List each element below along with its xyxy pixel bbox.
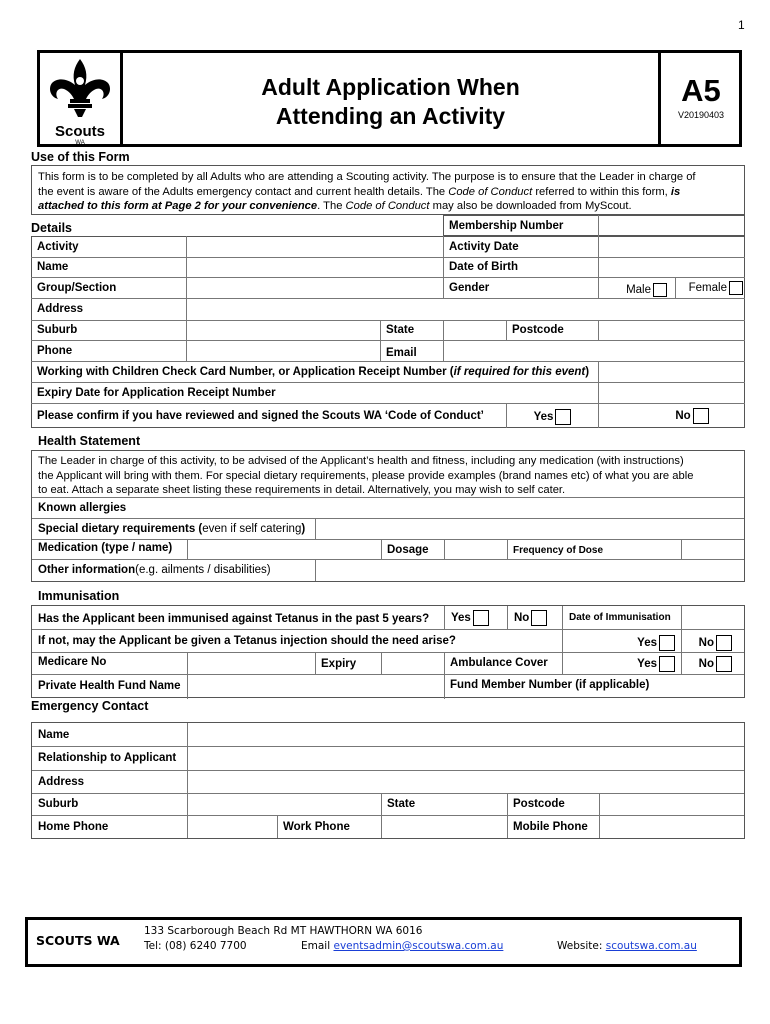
use-of-form-line-2: the event is aware of the Adults emergency contact and current health details. The Code of Conduct referred to within this form, is (38, 185, 681, 198)
work-phone-field[interactable] (382, 816, 507, 838)
dietary-field[interactable] (316, 519, 744, 539)
name-field[interactable] (187, 258, 442, 277)
form-version: V20190403 (677, 110, 725, 120)
ambulance-label: Ambulance Cover (450, 657, 548, 669)
code-of-conduct-confirm-label: Please confirm if you have reviewed and signed the Scouts WA ‘Code of Conduct’ (37, 409, 484, 422)
state-field[interactable] (444, 321, 505, 340)
confirm-no-option (599, 403, 745, 428)
dosage-label: Dosage (387, 544, 429, 556)
private-fund-label: Private Health Fund Name (38, 679, 181, 692)
ambulance-no-label: No (698, 658, 714, 670)
emergency-postcode-field[interactable] (600, 794, 744, 815)
medication-field[interactable] (188, 540, 381, 559)
form-code: A5 (681, 73, 721, 108)
health-line-1: The Leader in charge of this activity, to be advised of the Applicant’s health and fitness, including any medication (with instructions) (38, 455, 684, 467)
private-fund-field[interactable] (188, 675, 444, 697)
injection-no-checkbox[interactable] (716, 635, 732, 651)
dosage-field[interactable] (445, 540, 507, 559)
emergency-state-label: State (387, 798, 416, 810)
emergency-name-field[interactable] (188, 724, 744, 746)
relationship-label: Relationship to Applicant (38, 752, 177, 764)
footer-tel: Tel: (08) 6240 7700 (144, 940, 247, 952)
group-section-label: Group/Section (37, 281, 117, 294)
footer-address: 133 Scarborough Beach Rd MT HAWTHORN WA 6016 (144, 925, 423, 937)
footer-website-link[interactable]: scoutswa.com.au (605, 940, 697, 952)
title-line-1: Adult Application When (261, 74, 520, 100)
male-label: Male (626, 283, 651, 296)
footer-website (557, 940, 697, 952)
address-label: Address (37, 303, 84, 315)
ambulance-yes-option (563, 653, 681, 675)
footer-email-label: Email (301, 940, 334, 952)
injection-no-option (682, 631, 744, 654)
injection-no-label: No (698, 636, 714, 649)
emergency-postcode-label: Postcode (513, 798, 565, 810)
footer-org: SCOUTS WA (36, 933, 120, 948)
injection-yes-option (563, 631, 681, 654)
fund-member-label: Fund Member Number (if applicable) (450, 678, 650, 691)
page-number: 1 (738, 18, 745, 32)
gender-female-option (676, 277, 745, 298)
tetanus-no-checkbox[interactable] (531, 610, 547, 626)
home-phone-label: Home Phone (38, 820, 109, 833)
relationship-field[interactable] (188, 747, 744, 770)
emergency-name-label: Name (38, 728, 70, 741)
confirm-no-label: No (675, 409, 691, 422)
details-heading: Details (31, 221, 72, 235)
tetanus-yes-checkbox[interactable] (473, 610, 489, 626)
name-label: Name (37, 261, 69, 273)
work-phone-label: Work Phone (283, 820, 350, 833)
phone-label: Phone (37, 344, 73, 357)
confirm-no-checkbox[interactable] (693, 408, 709, 424)
ambulance-no-checkbox[interactable] (716, 656, 732, 672)
activity-date-field[interactable] (599, 237, 744, 257)
immunisation-heading: Immunisation (38, 589, 120, 603)
footer-email-link[interactable]: eventsadmin@scoutswa.com.au (333, 940, 504, 952)
tetanus-yes-label: Yes (451, 611, 471, 624)
header-box (37, 50, 742, 147)
mobile-phone-field[interactable] (600, 816, 744, 838)
emergency-suburb-label: Suburb (38, 798, 79, 810)
tetanus-no-label: No (514, 611, 530, 624)
activity-label: Activity (37, 240, 79, 253)
page-title (123, 73, 658, 131)
postcode-label: Postcode (512, 324, 564, 336)
use-of-form-line-3: attached to this form at Page 2 for your convenience. The Code of Conduct may also be downloaded from MyScout. (38, 200, 632, 212)
health-text (38, 454, 693, 498)
other-info-field[interactable] (316, 560, 744, 581)
frequency-label: Frequency of Dose (513, 544, 604, 556)
health-heading: Health Statement (38, 434, 141, 448)
date-of-birth-field[interactable] (599, 258, 744, 277)
title-line-2: Attending an Activity (275, 103, 506, 129)
emergency-table (31, 722, 745, 839)
health-line-2: the Applicant will bring with them. For special dietary requirements, please provide examples (brand names etc) of what you are able (38, 469, 694, 482)
date-immunisation-field[interactable] (682, 607, 744, 629)
expiry-receipt-field[interactable] (599, 383, 744, 403)
known-allergies-label: Known allergies (38, 501, 127, 514)
tetanus-injection-question: If not, may the Applicant be given a Tetanus injection should the need arise? (38, 634, 456, 647)
phone-field[interactable] (187, 341, 379, 361)
other-info-label: Other information (e.g. ailments / disabilities) (38, 564, 271, 576)
gender-male-option (599, 279, 675, 300)
ambulance-no-option (682, 653, 744, 675)
use-of-form-heading: Use of this Form (31, 150, 130, 164)
medication-label: Medication (type / name) (38, 542, 173, 554)
group-section-field[interactable] (187, 278, 442, 298)
injection-yes-checkbox[interactable] (659, 635, 675, 651)
membership-number-label: Membership Number (449, 219, 564, 232)
activity-date-label: Activity Date (449, 240, 519, 253)
tetanus-no-option (508, 606, 562, 629)
emergency-state-field[interactable] (445, 794, 507, 815)
activity-field[interactable] (187, 237, 442, 257)
address-field[interactable] (187, 299, 744, 320)
female-checkbox[interactable] (729, 281, 743, 295)
use-of-form-text (31, 165, 745, 215)
state-label: State (386, 324, 415, 336)
postcode-field[interactable] (599, 321, 744, 340)
medicare-expiry-label: Expiry (321, 658, 357, 670)
expiry-receipt-label: Expiry Date for Application Receipt Number (37, 386, 276, 399)
logo-region: WA (75, 140, 85, 146)
tetanus-yes-option (445, 606, 507, 629)
health-table (31, 450, 745, 582)
confirm-yes-label: Yes (533, 410, 554, 423)
email-field[interactable] (444, 341, 744, 361)
footer-email (301, 940, 503, 952)
female-label: Female (688, 281, 727, 294)
date-of-birth-label: Date of Birth (449, 261, 518, 273)
footer (25, 917, 742, 967)
injection-yes-label: Yes (637, 636, 657, 649)
confirm-yes-checkbox[interactable] (555, 409, 571, 425)
emergency-address-field[interactable] (188, 771, 744, 793)
wwcc-field[interactable] (599, 362, 744, 382)
date-immunisation-label: Date of Immunisation (569, 612, 671, 623)
ambulance-yes-checkbox[interactable] (659, 656, 675, 672)
home-phone-field[interactable] (188, 816, 277, 838)
mobile-phone-label: Mobile Phone (513, 820, 588, 833)
health-line-3: to eat. Attach a separate sheet listing these requirements in detail. Alternatively, you may wish to self cater. (38, 484, 566, 496)
ambulance-yes-label: Yes (637, 658, 657, 670)
details-table (31, 215, 745, 428)
membership-number-field[interactable] (599, 216, 744, 235)
logo-brand: Scouts (54, 123, 105, 140)
male-checkbox[interactable] (653, 283, 667, 297)
suburb-field[interactable] (187, 321, 379, 340)
medicare-label: Medicare No (38, 656, 107, 668)
suburb-label: Suburb (37, 324, 78, 336)
dietary-label: Special dietary requirements ( even if self catering ) (38, 522, 306, 535)
use-of-form-line-1: This form is to be completed by all Adults who are attending a Scouting activity. The purpose is to ensure that the Leader in charge of (38, 171, 696, 183)
immunisation-table (31, 605, 745, 698)
tetanus-question: Has the Applicant been immunised against Tetanus in the past 5 years? (38, 612, 430, 625)
email-label: Email (386, 346, 417, 359)
emergency-heading: Emergency Contact (31, 699, 149, 713)
scouts-logo (44, 57, 116, 146)
emergency-address-label: Address (38, 775, 85, 788)
medicare-field[interactable] (188, 653, 315, 674)
gender-label: Gender (449, 281, 490, 294)
footer-website-label: Website: (557, 940, 606, 952)
emergency-suburb-field[interactable] (188, 794, 381, 815)
frequency-field[interactable] (682, 540, 744, 559)
medicare-expiry-field[interactable] (382, 653, 444, 674)
confirm-yes-option (507, 404, 598, 429)
wwcc-label: Working with Children Check Card Number, or Application Receipt Number ( if required for this event ) (37, 365, 590, 378)
fleur-de-lis-icon (44, 57, 116, 119)
